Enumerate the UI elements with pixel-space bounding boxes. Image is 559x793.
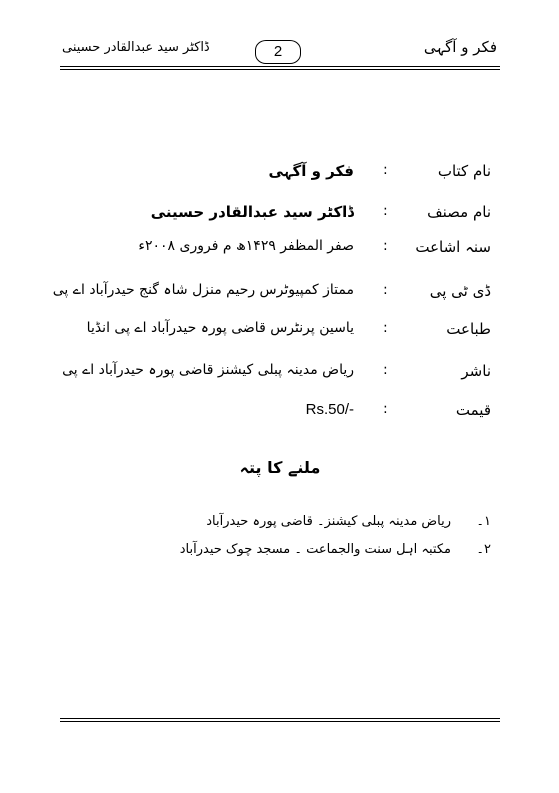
info-colon: : [383,162,388,178]
info-label: طباعت [446,320,491,338]
info-value: Rs.50/- [305,401,354,418]
info-value: صفر المظفر ۱۴۲۹ھ م فروری ۲۰۰۸ء [138,238,354,254]
info-value: یاسین پرنٹرس قاضی پورہ حیدرآباد اے پی انڈیا [86,320,354,336]
info-row-author [0,203,559,233]
info-row-price [0,401,559,431]
info-label: ناشر [461,362,491,380]
info-row-dtp [0,282,559,312]
info-row-title [0,162,559,192]
header-rule [60,66,500,67]
info-value: ڈاکٹر سید عبدالقادر حسینی [150,203,354,221]
list-item-number: ۲۔ [476,542,491,557]
list-item-text: مکتبہ اہل سنت والجماعت ۔ مسجد چوک حیدرآباد [179,542,451,557]
list-item-text: ریاض مدینہ پبلی کیشنز۔ قاضی پورہ حیدرآباد [206,514,451,529]
list-item [0,514,559,540]
info-colon: : [383,203,388,219]
info-label: نام مصنف [427,203,491,221]
list-item [0,542,559,568]
footer-rule [60,721,500,722]
info-row-publication-year [0,238,559,268]
info-row-publisher [0,362,559,392]
header-book-title: فکر و آگہی [423,38,497,56]
info-row-printing [0,320,559,350]
footer-rule [60,718,500,719]
info-colon: : [383,282,388,298]
header-author: ڈاکٹر سید عبدالقادر حسینی [62,40,210,55]
info-label: نام کتاب [437,162,491,180]
info-value: ممتاز کمپیوٹرس رحیم منزل شاہ گنج حیدرآباد اے پی [52,282,354,298]
info-colon: : [383,238,388,254]
info-value: ریاض مدینہ پبلی کیشنز قاضی پورہ حیدرآباد اے پی [62,362,354,378]
page-number: 2 [255,40,301,64]
info-label: قیمت [455,401,491,419]
availability-heading: ملنے کا پتہ [239,458,321,477]
info-value: فکر و آگہی [268,162,354,180]
info-label: ڈی ٹی پی [429,282,491,300]
header-rule [60,69,500,70]
info-label: سنہ اشاعت [415,238,491,256]
info-colon: : [383,320,388,336]
info-colon: : [383,401,388,417]
info-colon: : [383,362,388,378]
list-item-number: ۱۔ [476,514,491,529]
